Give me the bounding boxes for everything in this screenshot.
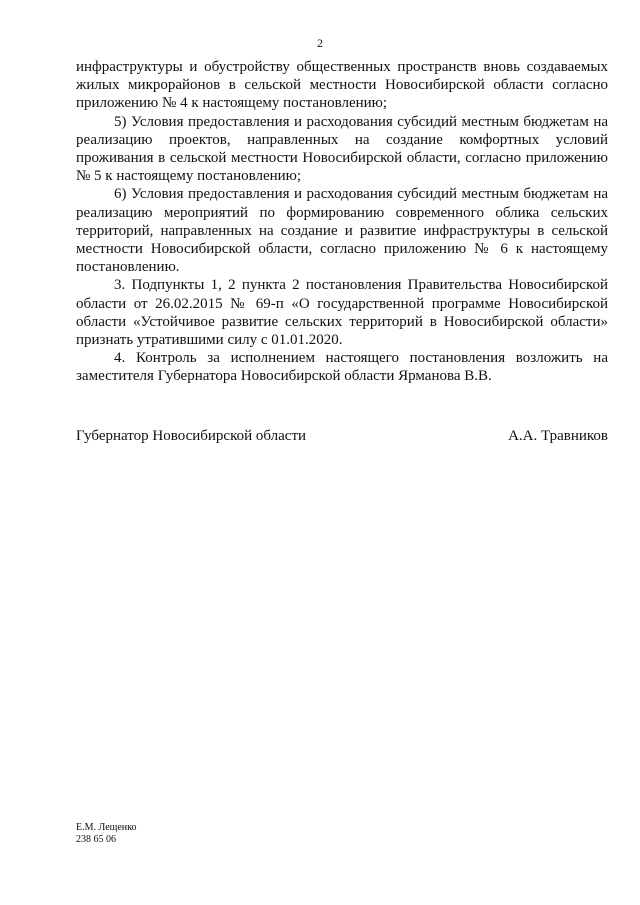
executor-block	[76, 822, 137, 846]
executor-phone: 238 65 06	[76, 834, 116, 845]
signatory-name: А.А. Травников	[508, 428, 608, 444]
paragraph-item-5: 5) Условия предоставления и расходования субсидий местным бюджетам на реализацию проектов, направленных на создание комфортных условий проживания в сельской местности Новосибирской области, согласно приложению № 5 к настоящему постановлению;	[76, 113, 608, 185]
paragraph-clause-3: 3. Подпункты 1, 2 пункта 2 постановления Правительства Новосибирской области от 26.02.2015 № 69-п «О государственной программе Новосибирской области «Устойчивое развитие сельских территорий в Новосибирской области» признать утратившими силу с 01.01.2020.	[76, 277, 608, 349]
paragraph-item-6: 6) Условия предоставления и расходования субсидий местным бюджетам на реализацию мероприятий по формированию современного облика сельских территорий, направленных на создание и развитие инфраструктуры в сельской местности Новосибирской области, согласно приложению № 6 к настоящему постановлению.	[76, 186, 608, 276]
signatory-position: Губернатор Новосибирской области	[76, 428, 307, 444]
page-number: 2	[317, 36, 323, 50]
document-body	[76, 58, 608, 386]
paragraph-clause-4: 4. Контроль за исполнением настоящего постановления возложить на заместителя Губернатора Новосибирской области Ярманова В.В.	[76, 350, 608, 385]
paragraph-continuation: инфраструктуры и обустройству общественных пространств вновь создаваемых жилых микрорайонов в сельской местности Новосибирской области согласно приложению № 4 к настоящему постановлению;	[76, 59, 608, 112]
signature-block	[76, 427, 608, 445]
executor-name: Е.М. Лещенко	[76, 822, 137, 833]
